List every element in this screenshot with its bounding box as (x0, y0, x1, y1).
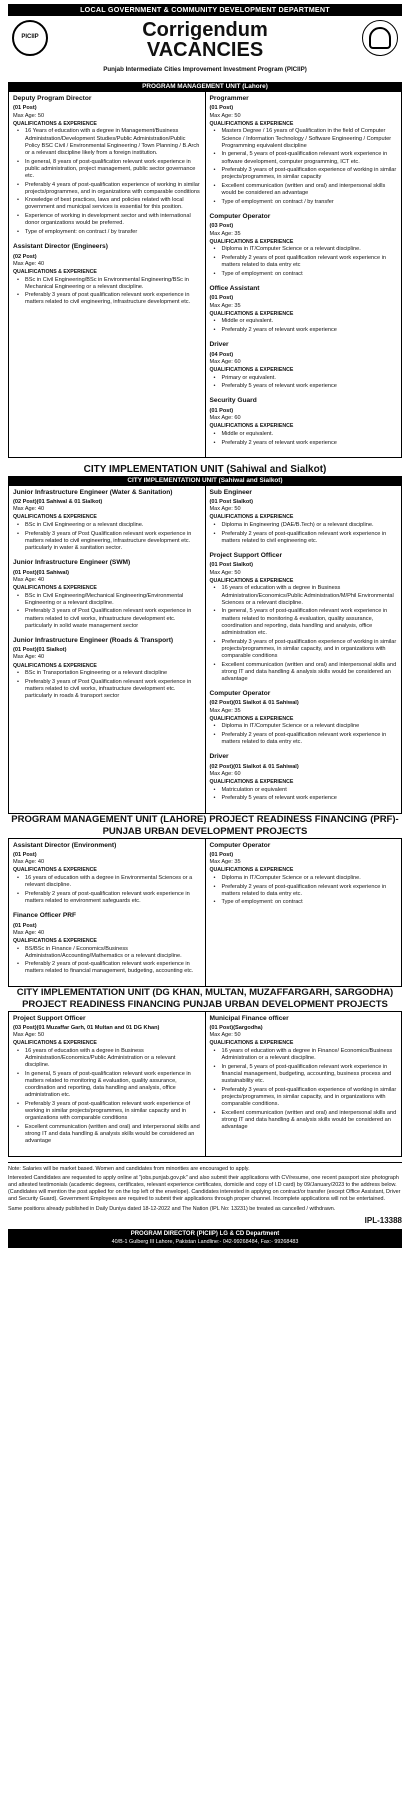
qualification-item: • Preferably 2 years of post-qualification relevant work experience in matters related to data entry etc. (210, 732, 398, 746)
qualifications-label: QUALIFICATIONS & EXPERIENCE (209, 867, 294, 874)
footer-address: 40/B-1 Gulberg III Lahore, Pakistan Landline:- 042-99268484, Fax:- 99268483 (111, 1238, 299, 1245)
qualification-item: • Preferably 5 years of relevant work experience (210, 383, 398, 390)
qualification-item: • Preferably 2 years of relevant work experience (210, 327, 398, 334)
post-count: (03 Post) (209, 223, 234, 230)
qualification-item: • Preferably 2 years of relevant work experience (210, 440, 398, 447)
max-age: Max Age: 50 (13, 1032, 45, 1039)
column (9, 1012, 205, 1156)
qualification-item: • Primary or equivalent. (210, 375, 398, 382)
qualification-list (210, 318, 398, 334)
qualification-list (13, 277, 201, 307)
post-count: (01 Post)(Sargodha) (209, 1025, 263, 1032)
section-heading: CITY IMPLEMENTATION UNIT (Sahiwal and Sialkot) (83, 463, 327, 475)
qualification-item: • Preferably 3 years of Post Qualification relevant work experience in matters related to civil works, infrastructure development etc. particularly in solid waste management sector (13, 608, 201, 629)
qualification-item: • 16 Years of education with a degree in Management/Business Administration/Development Studies/Public Administration/Public Policy BSC Civil / Environmental Engineering / Town Planning / B.Arch or a relevant discipline likely from a foreign institution. (13, 128, 201, 157)
qualification-list (210, 431, 398, 447)
qualifications-label: QUALIFICATIONS & EXPERIENCE (13, 937, 97, 944)
ipl-number: IPL-13388 (364, 1216, 402, 1225)
qualification-item: • Middle or equivalent. (210, 431, 398, 438)
qualification-item: • Type of employment: on contract (210, 271, 398, 278)
post-count: (01 Post Sialkot) (209, 499, 254, 506)
job-post (210, 552, 398, 683)
max-age: Max Age: 40 (13, 654, 45, 661)
qualification-item: • BSc in Transportation Engineering or a relevant discipline (13, 670, 201, 677)
max-age: Max Age: 50 (209, 506, 241, 513)
max-age: Max Age: 60 (209, 770, 241, 777)
job-post (13, 95, 201, 236)
qualification-item: • Preferably 2 years of post-qualification relevant work experience in matters related to civil engineering etc. (210, 531, 398, 545)
qualification-list (210, 1048, 398, 1131)
job-post (210, 341, 398, 390)
section-bar: CITY IMPLEMENTATION UNIT (Sahiwal and Sialkot) (8, 476, 402, 486)
job-post (210, 213, 398, 278)
qualification-item: • In general, 5 years of post-qualification relevant work experience in financial management, budgeting, accounting, business process and sustainability etc. (210, 1064, 398, 1085)
qualification-item: • Type of employment: on contract / by transfer (13, 229, 201, 236)
section-heading: CITY IMPLEMENTATION UNIT (DG KHAN, MULTAN, MUZAFFARGARH, SARGODHA) PROJECT READINESS FINANCING PUNJAB URBAN DEVELOPMENT PROJECTS (16, 986, 394, 1010)
qualification-item: • BSc in Civil Engineering or a relevant discipline. (13, 522, 201, 529)
section-columns (8, 92, 402, 458)
qualifications-label: QUALIFICATIONS & EXPERIENCE (209, 120, 294, 127)
column (9, 92, 205, 457)
qualification-list (13, 946, 201, 976)
sections-container (8, 82, 402, 1157)
qualification-list (210, 723, 398, 746)
job-post (210, 690, 398, 746)
punjab-emblem-icon (362, 20, 398, 56)
post-title: Computer Operator (209, 212, 271, 220)
job-post (13, 842, 201, 906)
post-title: Project Support Officer (13, 1014, 86, 1022)
post-title: Computer Operator (209, 841, 271, 849)
max-age: Max Age: 35 (209, 707, 241, 714)
qualification-item: • Experience of working in development sector and with international donor organizations would be preferred. (13, 213, 201, 227)
qualification-item: • Diploma in IT/Computer Science or a relevant discipline. (210, 875, 398, 882)
qualifications-label: QUALIFICATIONS & EXPERIENCE (13, 1040, 97, 1047)
job-post (13, 243, 201, 307)
qualifications-label: QUALIFICATIONS & EXPERIENCE (13, 268, 97, 275)
job-post (210, 1015, 398, 1132)
max-age: Max Age: 35 (209, 302, 241, 309)
post-count: (04 Post) (209, 351, 234, 358)
job-post (210, 285, 398, 334)
qualification-item: • Preferably 3 years of post-qualification experience of working in similar projects/programmes, in similar capacity, and in organizations with comparable conditions. (210, 1087, 398, 1108)
job-post (210, 842, 398, 907)
max-age: Max Age: 40 (13, 576, 45, 583)
column (9, 486, 205, 813)
qualifications-label: QUALIFICATIONS & EXPERIENCE (209, 577, 294, 584)
qualification-item: • Knowledge of best practices, laws and policies related with local government and municipal services is essential for this position. (13, 197, 201, 211)
section-heading: PROGRAM MANAGEMENT UNIT (LAHORE) PROJECT READINESS FINANCING (PRF)-PUNJAB URBAN DEVELOPMENT PROJECTS (11, 813, 399, 837)
post-title: Deputy Program Director (13, 95, 92, 102)
qualification-item: • BSc in Civil Engineering/Mechanical Engineering/Environmental Engineering or a relevant discipline. (13, 593, 201, 607)
note-salary: Note: Salaries will be market based. Women and candidates from minorities are encouraged to apply. (8, 1165, 250, 1172)
qualifications-label: QUALIFICATIONS & EXPERIENCE (209, 310, 294, 317)
qualification-item: • 16 years of education with a degree in Business Administration/Economics/Public Administration/M/Phil Environmental Sciences or a relevant discipline. (210, 585, 398, 606)
post-count: (02 Post)(01 Sialkot & 01 Sahiwal) (209, 700, 299, 707)
max-age: Max Age: 35 (209, 230, 241, 237)
qualifications-label: QUALIFICATIONS & EXPERIENCE (13, 120, 97, 127)
qualification-item: • In general, 5 years of post-qualification relevant work experience in software development, computer programming, ICT etc. (210, 151, 398, 165)
qualification-item: • Preferably 5 years of relevant work experience (210, 795, 398, 802)
post-count: (01 Post Sialkot) (209, 562, 254, 569)
max-age: Max Age: 50 (209, 112, 241, 119)
qualification-item: • Preferably 3 years of post-qualification relevant work experience of working in similar projects/programmes, in similar capacity and in organizations with comparable conditions (13, 1101, 201, 1122)
qualification-item: • Middle or equivalent. (210, 318, 398, 325)
job-post (13, 912, 201, 976)
post-title: Programmer (209, 95, 249, 102)
post-title: Junior Infrastructure Engineer (Water & Sanitation) (13, 488, 173, 496)
qualification-list (210, 522, 398, 545)
section-columns (8, 838, 402, 987)
footer (8, 1229, 402, 1248)
qualification-item: • Preferably 3 years of Post Qualification relevant work experience in matters related to civil works, infrastructure development etc. particularly in roads & transport sector (13, 679, 201, 700)
qualification-item: • In general, 8 years of post-qualification relevant work experience in public administration, project management, public sector governance etc. (13, 159, 201, 180)
qualifications-label: QUALIFICATIONS & EXPERIENCE (13, 867, 97, 874)
qualification-item: • Type of employment: on contract / by transfer (210, 199, 398, 206)
qualification-item: • Preferably 3 years of post qualification relevant work experience in matters related to civil engineering, infrastructure development etc. (13, 292, 201, 306)
qualification-list (210, 875, 398, 907)
column (9, 839, 205, 986)
post-title: Junior Infrastructure Engineer (Roads & Transport) (13, 636, 174, 644)
max-age: Max Age: 40 (13, 260, 45, 267)
column (205, 486, 402, 813)
department-banner: LOCAL GOVERNMENT & COMMUNITY DEVELOPMENT DEPARTMENT (8, 4, 402, 16)
qualification-list (13, 670, 201, 700)
post-count: (03 Post)(01 Muzaffar Garh, 01 Multan and 01 DG Khan) (13, 1025, 160, 1032)
qualification-item: • Preferably 2 years of post-qualification relevant work experience in matters related to financial management, budgeting, accounting etc. (13, 961, 201, 975)
job-post (13, 559, 201, 630)
note-apply: Interested Candidates are requested to apply online at "jobs.punjab.gov.pk" and also submit their applications with CV/resume, one recent passport size photograph and attested testimonials (academic degrees, certificates, relevant experience certificates, domicile and copy of I.D card) by 09/January/2023 to the address below. (Candidates will mention the post applied for on the top left of the envelope). Candidates interested in applying on contract/or transfer (except Office Assistant, Driver and Security Guard). Government Employees are required to submit their applications through proper channel. Incomplete applications will not be entertained. (8, 1175, 401, 1203)
post-title: Junior Infrastructure Engineer (SWM) (13, 559, 131, 567)
post-count: (01 Post) (209, 407, 234, 414)
post-count: (01 Post) (13, 852, 37, 858)
qualification-list (13, 1048, 201, 1146)
logo-text: PICIIP (21, 34, 39, 41)
post-count: (01 Post)(01 Sialkot) (13, 647, 67, 654)
qualification-list (13, 593, 201, 630)
job-post (13, 1015, 201, 1146)
post-title: Office Assistant (209, 285, 260, 292)
post-title: Sub Engineer (209, 488, 252, 496)
post-count: (02 Post)(01 Sialkot & 01 Sahiwal) (209, 763, 299, 770)
max-age: Max Age: 60 (209, 358, 241, 365)
program-name: Punjab Intermediate Cities Improvement Investment Program (PICIIP) (103, 66, 307, 73)
note-cancel: Same positions already published in Daily Duniya dated 18-12-2022 and The Nation (IPL No: 13231) be treated as cancelled / withdrawn. (8, 1206, 336, 1213)
qualification-item: • Diploma in IT/Computer Science or a relevant discipline (210, 723, 398, 730)
max-age: Max Age: 40 (13, 506, 45, 513)
qualifications-label: QUALIFICATIONS & EXPERIENCE (209, 1040, 294, 1047)
job-post (210, 95, 398, 206)
qualification-item: • Preferably 3 years of post-qualification experience of working in similar projects/programmes, in similar capacity (210, 167, 398, 181)
qualification-list (210, 585, 398, 683)
qualifications-label: QUALIFICATIONS & EXPERIENCE (209, 715, 294, 722)
job-post (210, 753, 398, 802)
max-age: Max Age: 60 (209, 415, 241, 422)
job-post (13, 637, 201, 701)
qualification-list (210, 128, 398, 206)
post-title: Driver (209, 753, 229, 761)
section-columns (8, 486, 402, 814)
max-age: Max Age: 50 (13, 112, 45, 119)
qualification-item: • Excellent communication (written and oral) and interpersonal skills and strong IT and data handling & analysis skills would be considered an advantage (210, 662, 398, 683)
qualifications-label: QUALIFICATIONS & EXPERIENCE (209, 238, 294, 245)
max-age: Max Age: 40 (13, 859, 45, 866)
qualifications-label: QUALIFICATIONS & EXPERIENCE (209, 366, 294, 373)
post-count: (01 Post) (209, 295, 234, 302)
qualification-item: • In general, 5 years of post-qualification relevant work experience in matters related to monitoring & evaluation, quality assurance, coordination and reporting, data handling and analysis, office administration etc. (210, 608, 398, 637)
qualification-list (210, 787, 398, 803)
max-age: Max Age: 40 (13, 929, 45, 936)
qualification-list (210, 375, 398, 391)
header (8, 16, 402, 82)
post-title: Driver (209, 341, 229, 349)
qualification-list (210, 246, 398, 278)
subtitle: VACANCIES (146, 39, 264, 61)
notes (8, 1162, 402, 1213)
qualifications-label: QUALIFICATIONS & EXPERIENCE (209, 779, 294, 786)
post-title: Project Support Officer (209, 552, 283, 560)
post-title: Finance Officer PRF (13, 912, 77, 920)
qualification-item: • 16 years of education with a degree in Environmental Sciences or a relevant discipline. (13, 875, 201, 889)
post-title: Assistant Director (Engineers) (13, 243, 108, 251)
max-age: Max Age: 50 (209, 1032, 241, 1039)
column (205, 1012, 402, 1156)
job-post (210, 397, 398, 446)
qualification-item: • Diploma in Engineering (DAE/B.Tech) or a relevant discipline. (210, 522, 398, 529)
qualification-item: • BSc in Civil Engineering/BSc in Environmental Engineering/BSc in Mechanical Engineering or a relevant discipline. (13, 277, 201, 291)
qualifications-label: QUALIFICATIONS & EXPERIENCE (209, 514, 294, 521)
qualification-item: • BS/BSc in Finance / Economics/Business Administration/Accounting/Mathematics or a relevant discipline. (13, 946, 201, 960)
job-post (13, 489, 201, 553)
footer-title: PROGRAM DIRECTOR (PICIIP) LG & CD Department (130, 1231, 280, 1238)
qualification-item: • 16 years of education with a degree in Business Administration/Economics/Public Administration or a relevant discipline. (13, 1048, 201, 1069)
post-count: (02 Post)(01 Sahiwal & 01 Sialkot) (13, 499, 103, 506)
post-count: (02 Post) (13, 253, 37, 260)
qualification-list (13, 128, 201, 236)
title: Corrigendum (142, 19, 268, 41)
qualification-item: • Preferably 2 years of post qualification relevant work experience in matters related to data entry etc (210, 255, 398, 269)
qualification-item: • Excellent communication (written and oral) and interpersonal skills and strong IT and data handling & analysis skills would be considered an advantage (210, 1110, 398, 1131)
qualifications-label: QUALIFICATIONS & EXPERIENCE (13, 514, 97, 521)
qualification-item: • Preferably 2 years of post-qualification relevant work experience in matters related to environment safeguards etc. (13, 891, 201, 905)
post-title: Municipal Finance officer (209, 1014, 289, 1022)
qualification-item: • Diploma in IT/Computer Science or a relevant discipline. (210, 246, 398, 253)
column (205, 92, 402, 457)
post-title: Computer Operator (209, 689, 271, 697)
max-age: Max Age: 50 (209, 569, 241, 576)
job-post (210, 489, 398, 545)
qualification-item: • Excellent communication (written and oral) and interpersonal skills would be considered an advantage (210, 183, 398, 197)
column (205, 839, 402, 986)
qualification-list (13, 522, 201, 552)
post-count: (01 Post) (13, 922, 37, 929)
qualification-item: • Preferably 2 years of post-qualification relevant work experience in matters related to data entry etc. (210, 884, 398, 898)
qualification-item: • Preferably 3 years of post-qualification experience of working in similar projects/programmes, in similar capacity, and in organizations with comparable conditions (210, 639, 398, 660)
post-title: Assistant Director (Environment) (13, 841, 117, 849)
qualification-item: • Preferably 3 years of Post Qualification relevant work experience in matters related to civil engineering, infrastructure development etc. particularly in water & sanitation sector. (13, 531, 201, 552)
post-count: (01 Post) (209, 105, 234, 112)
qualification-list (13, 875, 201, 905)
post-count: (01 Post)(01 Sahiwal) (13, 569, 69, 576)
qualification-item: • Preferably 4 years of post-qualification experience of working in similar projects/programmes, and in organizations with comparable conditions (13, 182, 201, 196)
post-title: Security Guard (209, 397, 257, 405)
qualifications-label: QUALIFICATIONS & EXPERIENCE (209, 423, 294, 430)
qualification-item: • In general, 5 years of post-qualification relevant work experience in matters related to monitoring & evaluation, quality assurance, coordination and reporting, data handling and analysis, office administration etc. (13, 1071, 201, 1100)
section-bar: PROGRAM MANAGEMENT UNIT (Lahore) (8, 82, 402, 92)
max-age: Max Age: 35 (209, 859, 241, 866)
qualification-item: • 16 years of education with a degree in Finance/ Economics/Business Administration or a relevant discipline. (210, 1048, 398, 1062)
qualifications-label: QUALIFICATIONS & EXPERIENCE (13, 662, 97, 669)
qualification-item: • Excellent communication (written and oral) and interpersonal skills and strong IT and data handling & analysis skills would be considered an advantage (13, 1124, 201, 1145)
qualification-item: • Type of employment: on contract (210, 899, 398, 906)
qualification-item: • Matriculation or equivalent (210, 787, 398, 794)
post-count: (01 Post) (209, 852, 234, 858)
qualification-item: • Masters Degree / 16 years of Qualification in the field of Computer Science / Information Technology / Software Engineering / Computer Programming equivalent discipline (210, 128, 398, 149)
post-count: (01 Post) (13, 105, 37, 112)
qualifications-label: QUALIFICATIONS & EXPERIENCE (13, 584, 97, 591)
section-columns (8, 1011, 402, 1157)
